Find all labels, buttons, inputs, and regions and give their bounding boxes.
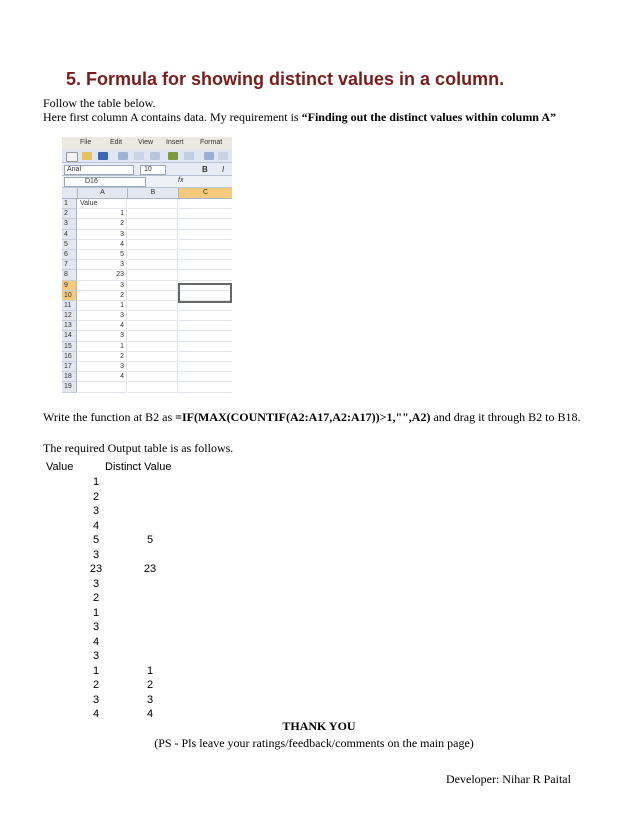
menu-insert: Insert <box>166 139 184 146</box>
cell-a: 3 <box>78 362 127 372</box>
output-intro: The required Output table is as follows. <box>43 441 234 455</box>
spelling-icon <box>168 152 178 160</box>
cell-a <box>78 382 127 392</box>
instruction-suffix: and drag it through B2 to B18. <box>430 410 581 424</box>
cut-icon <box>204 152 214 160</box>
research-icon <box>184 152 194 160</box>
corner-header <box>62 188 78 199</box>
output-distinct: 23 <box>143 563 157 575</box>
preview-icon <box>150 152 160 160</box>
menu-format: Format <box>200 139 223 146</box>
font-name-value: Arial <box>67 166 82 173</box>
cell-a: 1 <box>78 342 127 352</box>
output-value: 1 <box>92 606 100 619</box>
cell-b <box>128 382 178 392</box>
output-value: 23 <box>89 563 103 575</box>
cell-a: 5 <box>78 250 127 260</box>
row-header: 12 <box>62 311 77 321</box>
cell-a: 23 <box>78 270 127 280</box>
row-header: 15 <box>62 342 77 352</box>
cell-c <box>179 199 232 209</box>
excel-row <box>62 382 232 392</box>
column-header-b: B <box>128 188 179 199</box>
row-header: 14 <box>62 331 77 341</box>
output-value: 1 <box>92 476 100 488</box>
output-row <box>46 520 246 534</box>
cell-b <box>128 209 178 219</box>
name-box <box>64 177 146 187</box>
bold-button: B <box>202 165 208 174</box>
menu-view: View <box>138 139 154 146</box>
column-header-a: A <box>78 188 128 199</box>
row-header: 5 <box>62 240 77 250</box>
intro-line-2-text: Here first column A contains data. My requirement is <box>43 110 302 124</box>
cell-a: 2 <box>78 352 127 362</box>
output-value: 2 <box>92 490 100 503</box>
output-value: 5 <box>92 534 100 546</box>
ps-note: (PS - Pls leave your ratings/feedback/comments on the main page) <box>154 736 474 750</box>
output-distinct: 3 <box>146 693 154 706</box>
output-row <box>46 476 246 490</box>
cell-b <box>128 331 178 341</box>
cell-c <box>179 260 232 270</box>
row-header: 4 <box>62 230 77 240</box>
output-row <box>46 665 246 679</box>
output-row <box>46 563 246 577</box>
cell-b <box>128 281 178 291</box>
cell-c <box>179 362 232 372</box>
row-header: 10 <box>62 291 77 301</box>
font-name-box <box>64 165 134 175</box>
cell-b <box>128 250 178 260</box>
output-value: 4 <box>92 519 100 532</box>
intro-line-2 <box>43 110 556 125</box>
cell-b <box>128 352 178 362</box>
developer-credit: Developer: Nihar R Paital <box>446 772 571 786</box>
excel-row <box>62 342 232 352</box>
menu-edit: Edit <box>110 139 123 146</box>
row-header: 8 <box>62 270 77 280</box>
intro-line-1: Follow the table below. <box>43 96 156 110</box>
cell-a: Value <box>78 199 127 209</box>
row-header: 18 <box>62 372 77 382</box>
cell-b <box>128 372 178 382</box>
print-icon <box>134 152 144 160</box>
cell-b <box>128 321 178 331</box>
excel-row <box>62 199 232 209</box>
output-header-distinct: Distinct Value <box>105 461 172 473</box>
output-value: 3 <box>92 650 100 662</box>
cell-b <box>128 342 178 352</box>
formula-text: =IF(MAX(COUNTIF(A2:A17,A2:A17))>1,"",A2) <box>175 410 431 424</box>
cell-b <box>128 291 178 301</box>
excel-row <box>62 372 232 382</box>
cell-b <box>128 311 178 321</box>
cell-c <box>179 382 232 392</box>
row-header: 7 <box>62 260 77 270</box>
font-size-value: 10 <box>144 166 152 173</box>
cell-a: 4 <box>78 372 127 382</box>
cell-c <box>179 270 232 280</box>
output-value: 3 <box>92 505 100 517</box>
output-distinct: 1 <box>146 664 154 677</box>
open-folder-icon <box>82 152 92 160</box>
requirement-text: “Finding out the distinct values within column A” <box>301 110 556 124</box>
row-header: 16 <box>62 352 77 362</box>
excel-row <box>62 270 232 280</box>
output-value: 2 <box>92 679 100 691</box>
row-header: 13 <box>62 321 77 331</box>
cell-b <box>128 260 178 270</box>
cell-b <box>128 240 178 250</box>
cell-a: 3 <box>78 230 127 240</box>
excel-row <box>62 331 232 341</box>
thank-you: THANK YOU <box>282 719 356 733</box>
output-row <box>46 694 246 708</box>
name-box-value: D16 <box>85 178 98 185</box>
cell-a: 3 <box>78 281 127 291</box>
section-heading: 5. Formula for showing distinct values in a column. <box>66 69 505 89</box>
cell-b <box>128 301 178 311</box>
save-icon <box>98 152 108 160</box>
cell-c <box>179 209 232 219</box>
cell-b <box>128 230 178 240</box>
excel-row <box>62 352 232 362</box>
permission-icon <box>118 152 128 160</box>
row-header: 6 <box>62 250 77 260</box>
italic-button: I <box>222 165 225 174</box>
excel-row <box>62 311 232 321</box>
output-row <box>46 636 246 650</box>
row-header: 2 <box>62 209 77 219</box>
output-value: 4 <box>92 708 100 720</box>
row-header: 19 <box>62 382 77 392</box>
output-row <box>46 621 246 635</box>
selected-cell <box>178 283 232 303</box>
output-value: 3 <box>92 577 100 590</box>
cell-c <box>179 240 232 250</box>
cell-a: 3 <box>78 311 127 321</box>
row-header: 9 <box>62 281 77 291</box>
cell-a: 2 <box>78 291 127 301</box>
excel-row <box>62 260 232 270</box>
cell-c <box>179 331 232 341</box>
output-distinct: 2 <box>146 679 154 691</box>
excel-row <box>62 230 232 240</box>
output-row <box>46 607 246 621</box>
font-size-box <box>140 165 166 175</box>
cell-c <box>179 311 232 321</box>
output-row <box>46 679 246 693</box>
output-row <box>46 491 246 505</box>
excel-screenshot <box>62 137 232 398</box>
instruction-prefix: Write the function at B2 as <box>43 410 176 424</box>
menu-file: File <box>80 139 92 146</box>
cell-b <box>128 199 178 209</box>
cell-c <box>179 372 232 382</box>
cell-a: 4 <box>78 240 127 250</box>
cell-c <box>179 219 232 229</box>
output-value: 2 <box>92 592 100 604</box>
cell-a: 3 <box>78 260 127 270</box>
copy-icon <box>218 152 228 160</box>
cell-a: 1 <box>78 209 127 219</box>
cell-b <box>128 219 178 229</box>
output-row <box>46 549 246 563</box>
column-header-c: C <box>179 188 232 199</box>
excel-row <box>62 250 232 260</box>
output-row <box>46 650 246 664</box>
output-value: 1 <box>92 664 100 677</box>
output-value: 3 <box>92 621 100 633</box>
output-value: 4 <box>92 635 100 648</box>
cell-c <box>179 230 232 240</box>
excel-row <box>62 219 232 229</box>
excel-row <box>62 209 232 219</box>
row-header: 1 <box>62 199 77 209</box>
row-header: 17 <box>62 362 77 372</box>
cell-c <box>179 321 232 331</box>
cell-c <box>179 342 232 352</box>
excel-menu-bar <box>62 137 232 149</box>
output-row <box>46 534 246 548</box>
cell-a: 4 <box>78 321 127 331</box>
cell-b <box>128 270 178 280</box>
output-row <box>46 505 246 519</box>
row-header: 3 <box>62 219 77 229</box>
new-doc-icon <box>66 152 78 162</box>
cell-a: 3 <box>78 331 127 341</box>
output-value: 3 <box>92 548 100 561</box>
cell-c <box>179 250 232 260</box>
output-row <box>46 592 246 606</box>
instruction-text <box>43 410 603 425</box>
output-distinct: 4 <box>146 708 154 720</box>
output-row <box>46 578 246 592</box>
cell-a: 1 <box>78 301 127 311</box>
cell-a: 2 <box>78 219 127 229</box>
excel-row <box>62 240 232 250</box>
output-value: 3 <box>92 693 100 706</box>
fx-icon: fx <box>178 177 184 184</box>
excel-row <box>62 321 232 331</box>
cell-c <box>179 352 232 362</box>
excel-row <box>62 362 232 372</box>
output-distinct: 5 <box>146 534 154 546</box>
cell-b <box>128 362 178 372</box>
output-header-value: Value <box>46 461 74 473</box>
row-header: 11 <box>62 301 77 311</box>
